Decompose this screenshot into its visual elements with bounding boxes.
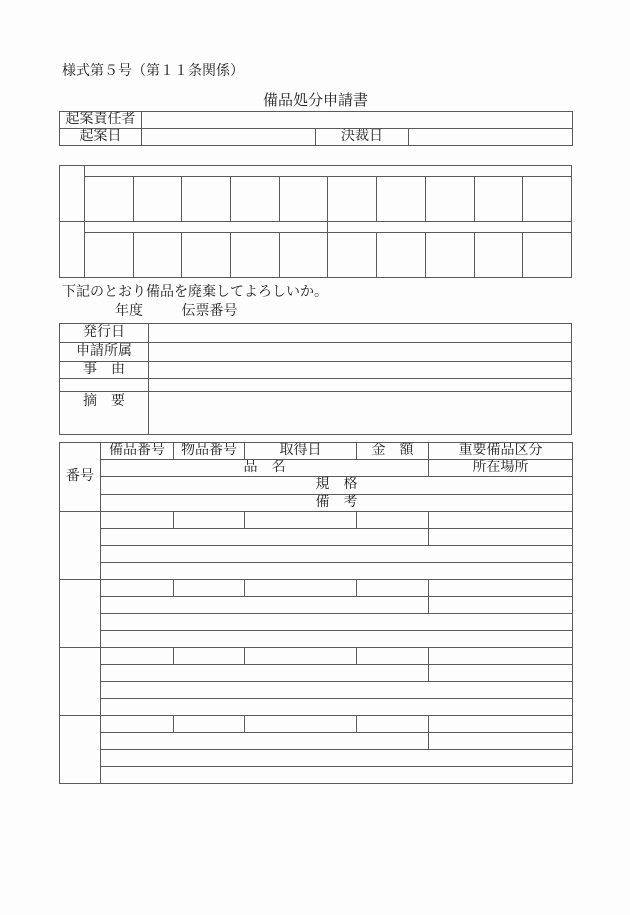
stamp-cell xyxy=(133,177,182,222)
dates-row xyxy=(60,129,573,146)
stamp-cell xyxy=(279,177,328,222)
amount-header: 金 額 xyxy=(357,443,429,460)
cell-location xyxy=(429,732,573,749)
stamp-cell xyxy=(279,233,328,278)
stamp-cell xyxy=(133,233,182,278)
cell-acquisition-date xyxy=(245,715,357,732)
stamp-cell xyxy=(523,177,572,222)
issue-date-label: 発行日 xyxy=(60,324,149,343)
cell-important-category xyxy=(429,511,573,528)
decision-date-value-cell xyxy=(409,129,573,146)
entry-row-remarks xyxy=(60,766,573,783)
stamp-cell xyxy=(182,233,231,278)
entry-row-main xyxy=(60,579,573,596)
stamp-cell xyxy=(425,233,474,278)
specification-header: 規 格 xyxy=(101,477,573,494)
stamp-cell xyxy=(523,233,572,278)
cell-acquisition-date xyxy=(245,647,357,664)
stamp-section2-strip-left xyxy=(85,222,328,233)
cell-item-name xyxy=(101,664,429,681)
cell-remarks xyxy=(101,562,573,579)
decision-date-label: 決裁日 xyxy=(316,129,409,146)
cell-specification xyxy=(101,681,573,698)
remarks-header: 備 考 xyxy=(101,494,573,511)
stamp-cell xyxy=(182,177,231,222)
stamp-section1-boxes-row xyxy=(60,177,572,222)
disposal-request-note: 下記のとおり備品を廃棄してよろしいか。 xyxy=(62,285,328,301)
entry-row-spec xyxy=(60,545,573,562)
applicant-department-value-cell xyxy=(149,343,572,362)
reason-label: 事 由 xyxy=(60,362,149,379)
items-header-row-3 xyxy=(60,477,573,494)
cell-location xyxy=(429,596,573,613)
cell-item-name xyxy=(101,732,429,749)
stamp-cell xyxy=(328,177,377,222)
entry-row-main xyxy=(60,511,573,528)
stamp-cell xyxy=(85,233,134,278)
issue-date-row xyxy=(60,324,572,343)
cell-remarks xyxy=(101,766,573,783)
entry-row-name xyxy=(60,732,573,749)
cell-row-number xyxy=(60,511,101,579)
entry-row-main xyxy=(60,715,573,732)
fiscal-year-label: 年度 xyxy=(115,304,143,320)
stamp-cell xyxy=(377,177,426,222)
cell-specification xyxy=(101,545,573,562)
cell-important-category xyxy=(429,647,573,664)
stamp-cell xyxy=(474,177,523,222)
cell-location xyxy=(429,664,573,681)
items-header-row-4 xyxy=(60,494,573,511)
entry-row-remarks xyxy=(60,698,573,715)
cell-remarks xyxy=(101,630,573,647)
cell-specification xyxy=(101,613,573,630)
cell-article-number xyxy=(174,579,245,596)
cell-row-number xyxy=(60,647,101,715)
cell-acquisition-date xyxy=(245,511,357,528)
location-header: 所在場所 xyxy=(429,460,573,477)
form-content xyxy=(59,0,572,784)
slip-number-label: 伝票番号 xyxy=(181,304,238,320)
cell-equipment-number xyxy=(101,579,174,596)
cell-amount xyxy=(357,647,429,664)
drafter-label: 起案責任者 xyxy=(60,112,142,129)
applicant-department-row xyxy=(60,343,572,362)
stamp-section1-side-cell xyxy=(60,166,85,222)
acquisition-date-header: 取得日 xyxy=(245,443,357,460)
stamp-cell xyxy=(328,233,377,278)
stamp-cell xyxy=(85,177,134,222)
entry-row-name xyxy=(60,596,573,613)
page-title: 備品処分申請書 xyxy=(262,93,368,109)
stamp-cell xyxy=(231,233,280,278)
cell-important-category xyxy=(429,579,573,596)
stamp-section2-side-cell xyxy=(60,222,85,278)
summary-row xyxy=(60,392,572,435)
approval-stamp-table xyxy=(59,165,572,278)
draft-date-value-cell xyxy=(142,129,316,146)
article-number-header: 物品番号 xyxy=(174,443,245,460)
spacer-row xyxy=(60,379,572,392)
cell-equipment-number xyxy=(101,715,174,732)
stamp-cell xyxy=(425,177,474,222)
cell-amount xyxy=(357,511,429,528)
cell-row-number xyxy=(60,715,101,783)
reason-value-cell xyxy=(149,362,572,379)
equipment-number-header: 備品番号 xyxy=(101,443,174,460)
entry-row-name xyxy=(60,528,573,545)
cell-equipment-number xyxy=(101,647,174,664)
drafter-value-cell xyxy=(142,112,573,129)
entry-row-main xyxy=(60,647,573,664)
year-slip-line xyxy=(59,303,572,320)
info-table xyxy=(59,323,572,435)
row-number-header: 番号 xyxy=(60,443,101,511)
cell-item-name xyxy=(101,528,429,545)
summary-label: 摘 要 xyxy=(60,392,149,435)
stamp-section1-strip xyxy=(85,166,572,177)
stamp-cell xyxy=(231,177,280,222)
cell-equipment-number xyxy=(101,511,174,528)
drafter-row xyxy=(60,112,573,129)
cell-remarks xyxy=(101,698,573,715)
cell-item-name xyxy=(101,596,429,613)
cell-amount xyxy=(357,715,429,732)
cell-specification xyxy=(101,749,573,766)
stamp-cell xyxy=(474,233,523,278)
spacer-value-cell xyxy=(149,379,572,392)
cell-article-number xyxy=(174,647,245,664)
reason-row xyxy=(60,362,572,379)
applicant-department-label: 申請所属 xyxy=(60,343,149,362)
cell-acquisition-date xyxy=(245,579,357,596)
stamp-section2-strip-right xyxy=(328,222,572,233)
entry-row-remarks xyxy=(60,562,573,579)
cell-location xyxy=(429,528,573,545)
stamp-section2-boxes-row xyxy=(60,233,572,278)
cell-article-number xyxy=(174,715,245,732)
summary-value-cell xyxy=(149,392,572,435)
entry-row-name xyxy=(60,664,573,681)
stamp-section2-title-row xyxy=(60,222,572,233)
form-number: 様式第５号（第１１条関係） xyxy=(62,64,244,79)
cell-article-number xyxy=(174,511,245,528)
entry-row-spec xyxy=(60,749,573,766)
cell-amount xyxy=(357,579,429,596)
items-header-row-2 xyxy=(60,460,573,477)
cell-row-number xyxy=(60,579,101,647)
items-header-row-1 xyxy=(60,443,573,460)
items-table xyxy=(59,442,573,783)
cell-important-category xyxy=(429,715,573,732)
entry-row-spec xyxy=(60,681,573,698)
important-category-header: 重要備品区分 xyxy=(429,443,573,460)
spacer-label-cell xyxy=(60,379,149,392)
stamp-section1-title-row xyxy=(60,166,572,177)
entry-row-remarks xyxy=(60,630,573,647)
draft-date-label: 起案日 xyxy=(60,129,142,146)
approval-header-table xyxy=(59,111,573,146)
entry-row-spec xyxy=(60,613,573,630)
stamp-cell xyxy=(377,233,426,278)
item-name-header: 品 名 xyxy=(101,460,429,477)
issue-date-value-cell xyxy=(149,324,572,343)
